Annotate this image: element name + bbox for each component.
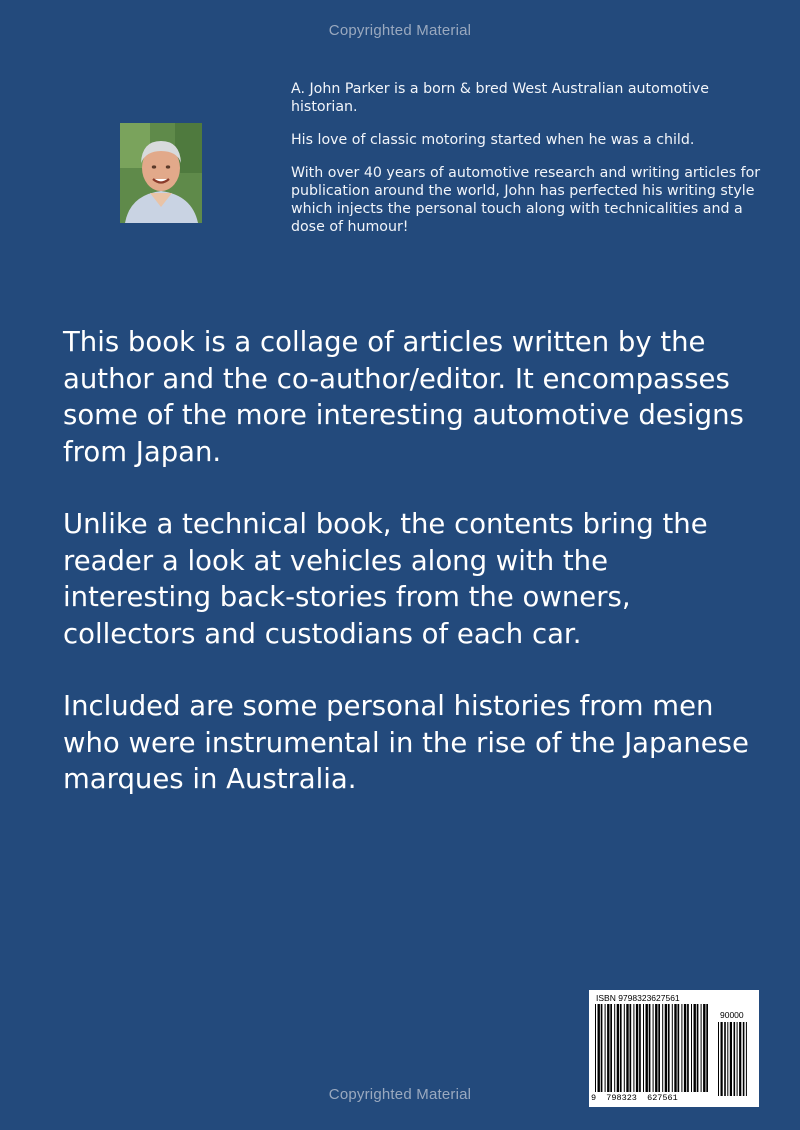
copyright-watermark-bottom: Copyrighted Material: [328, 1086, 472, 1103]
author-bio-paragraph: His love of classic motoring started when he was a child.: [291, 132, 695, 148]
author-portrait-icon: [120, 123, 202, 223]
author-bio-paragraph: A. John Parker is a born & bred West Australian automotive historian.: [291, 81, 709, 115]
copyright-watermark-top: Copyrighted Material: [328, 22, 472, 39]
description-paragraph: Unlike a technical book, the contents bring the reader a look at vehicles along with the interesting back-stories from the owners, collectors and custodians of each car.: [63, 508, 708, 650]
book-description: [63, 324, 763, 834]
description-paragraph: Included are some personal histories from men who were instrumental in the rise of the Japanese marques in Australia.: [63, 690, 749, 795]
isbn-label: ISBN 9798323627561: [596, 993, 680, 1003]
author-bio: [291, 80, 761, 251]
description-paragraph: This book is a collage of articles written by the author and the co-author/editor. It encompasses some of the more interesting automotive designs from Japan.: [63, 326, 744, 468]
ean-barcode-icon: [595, 1004, 711, 1094]
author-bio-paragraph: With over 40 years of automotive research and writing articles for publication around the world, John has perfected his writing style which injects the personal touch along with technicalities and a dose of humour!: [291, 165, 761, 235]
author-photo: [120, 123, 202, 223]
barcode-digits: 9 798323 627561: [591, 1093, 678, 1103]
price-code: 90000: [720, 1010, 744, 1020]
